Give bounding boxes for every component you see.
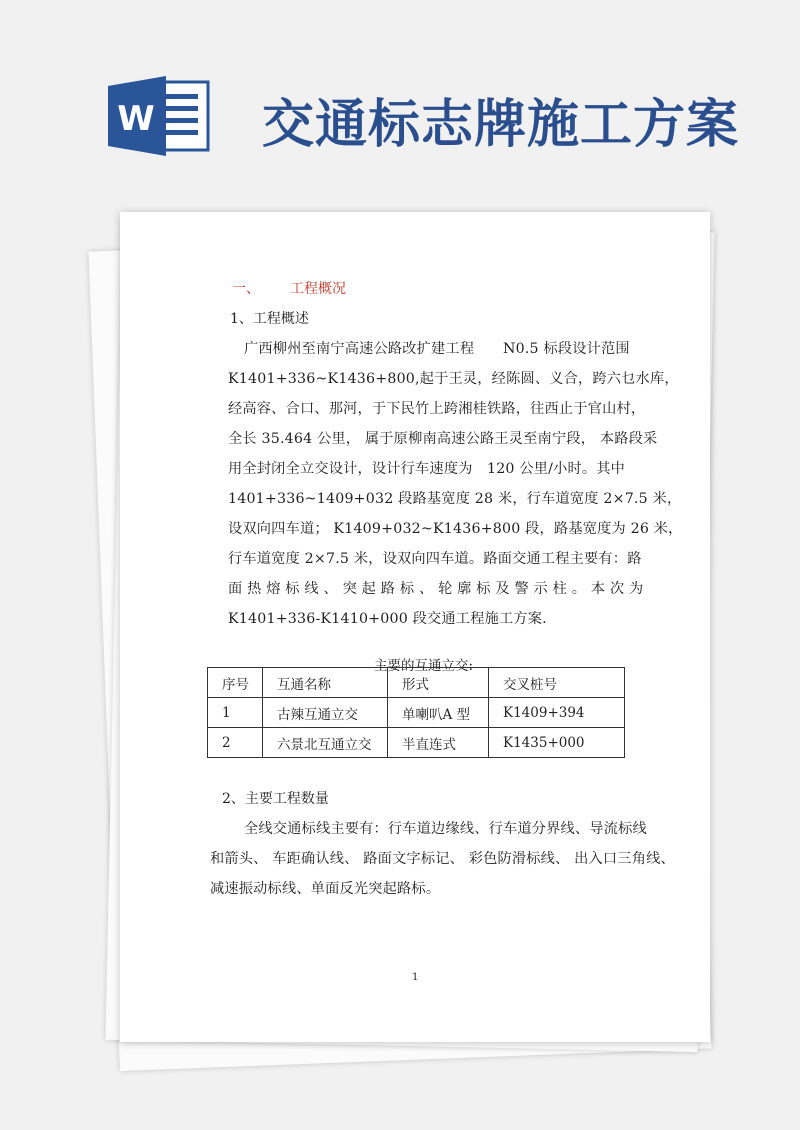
paragraph-line: K1401+336-K1410+000 段交通工程施工方案.	[228, 611, 547, 627]
interchange-table	[207, 667, 625, 758]
table-row	[208, 728, 625, 758]
table-cell: 古辣互通立交	[263, 698, 388, 728]
table-cell: 半直连式	[388, 728, 489, 758]
section-heading	[232, 278, 346, 298]
page-number: 1	[412, 972, 419, 983]
table-header-row	[208, 668, 625, 698]
subheading-quantities: 2、主要工程数量	[222, 791, 329, 807]
table-cell: K1409+394	[489, 698, 625, 728]
paragraph-line: 行车道宽度 2×7.5 米，设双向四车道。路面交通工程主要有：路	[228, 551, 642, 567]
table-header-cell: 互通名称	[263, 668, 388, 698]
table-cell: 1	[208, 698, 263, 728]
table-header-cell: 形式	[388, 668, 489, 698]
paragraph-line: K1401+336~K1436+800,起于王灵，经陈圆、义合，跨六乜水库，	[228, 371, 679, 387]
document-page	[120, 212, 710, 1042]
svg-text:W: W	[117, 99, 155, 139]
subheading-overview: 1、工程概述	[230, 311, 309, 327]
paragraph-line: 全线交通标线主要有：行车道边缘线、行车道分界线、导流标线	[244, 821, 647, 837]
table-cell: 单喇叭A 型	[388, 698, 489, 728]
paragraph-line: 全长 35.464 公里， 属于原柳南高速公路王灵至南宁段， 本路段采	[228, 431, 658, 447]
paragraph-line: 和箭头、 车距确认线、 路面文字标记、 彩色防滑标线、 出入口三角线、	[210, 851, 675, 867]
table-row	[208, 698, 625, 728]
table-header-cell: 交叉桩号	[489, 668, 625, 698]
table-cell: K1435+000	[489, 728, 625, 758]
paragraph-line: 减速振动标线、单面反光突起路标。	[210, 881, 441, 897]
table-caption: 主要的互通立交:	[374, 658, 474, 674]
section-number: 一、	[232, 281, 260, 297]
paragraph-line: 经高容、合口、那河，于下民竹上跨湘桂铁路，往西止于官山村，	[228, 401, 646, 417]
section-title: 工程概况	[290, 281, 346, 297]
document-title: 交通标志牌施工方案	[262, 95, 740, 155]
word-logo-icon	[108, 76, 212, 156]
table-cell: 2	[208, 728, 263, 758]
paragraph-line: 1401+336~1409+032 段路基宽度 28 米，行车道宽度 2×7.5 米，	[228, 491, 682, 507]
paragraph-line: 广西柳州至南宁高速公路改扩建工程 N0.5 标段设计范围	[244, 341, 630, 357]
paragraph-line: 面 热 熔 标 线 、 突 起 路 标 、 轮 廓 标 及 警 示 柱 。 本 次 为	[228, 581, 644, 597]
paragraph-line: 设双向四车道； K1409+032~K1436+800 段，路基宽度为 26 米，	[228, 521, 683, 537]
table-cell: 六景北互通立交	[263, 728, 388, 758]
paragraph-line: 用全封闭全立交设计，设计行车速度为 120 公里/小时。其中	[228, 461, 626, 477]
table-header-cell: 序号	[208, 668, 263, 698]
